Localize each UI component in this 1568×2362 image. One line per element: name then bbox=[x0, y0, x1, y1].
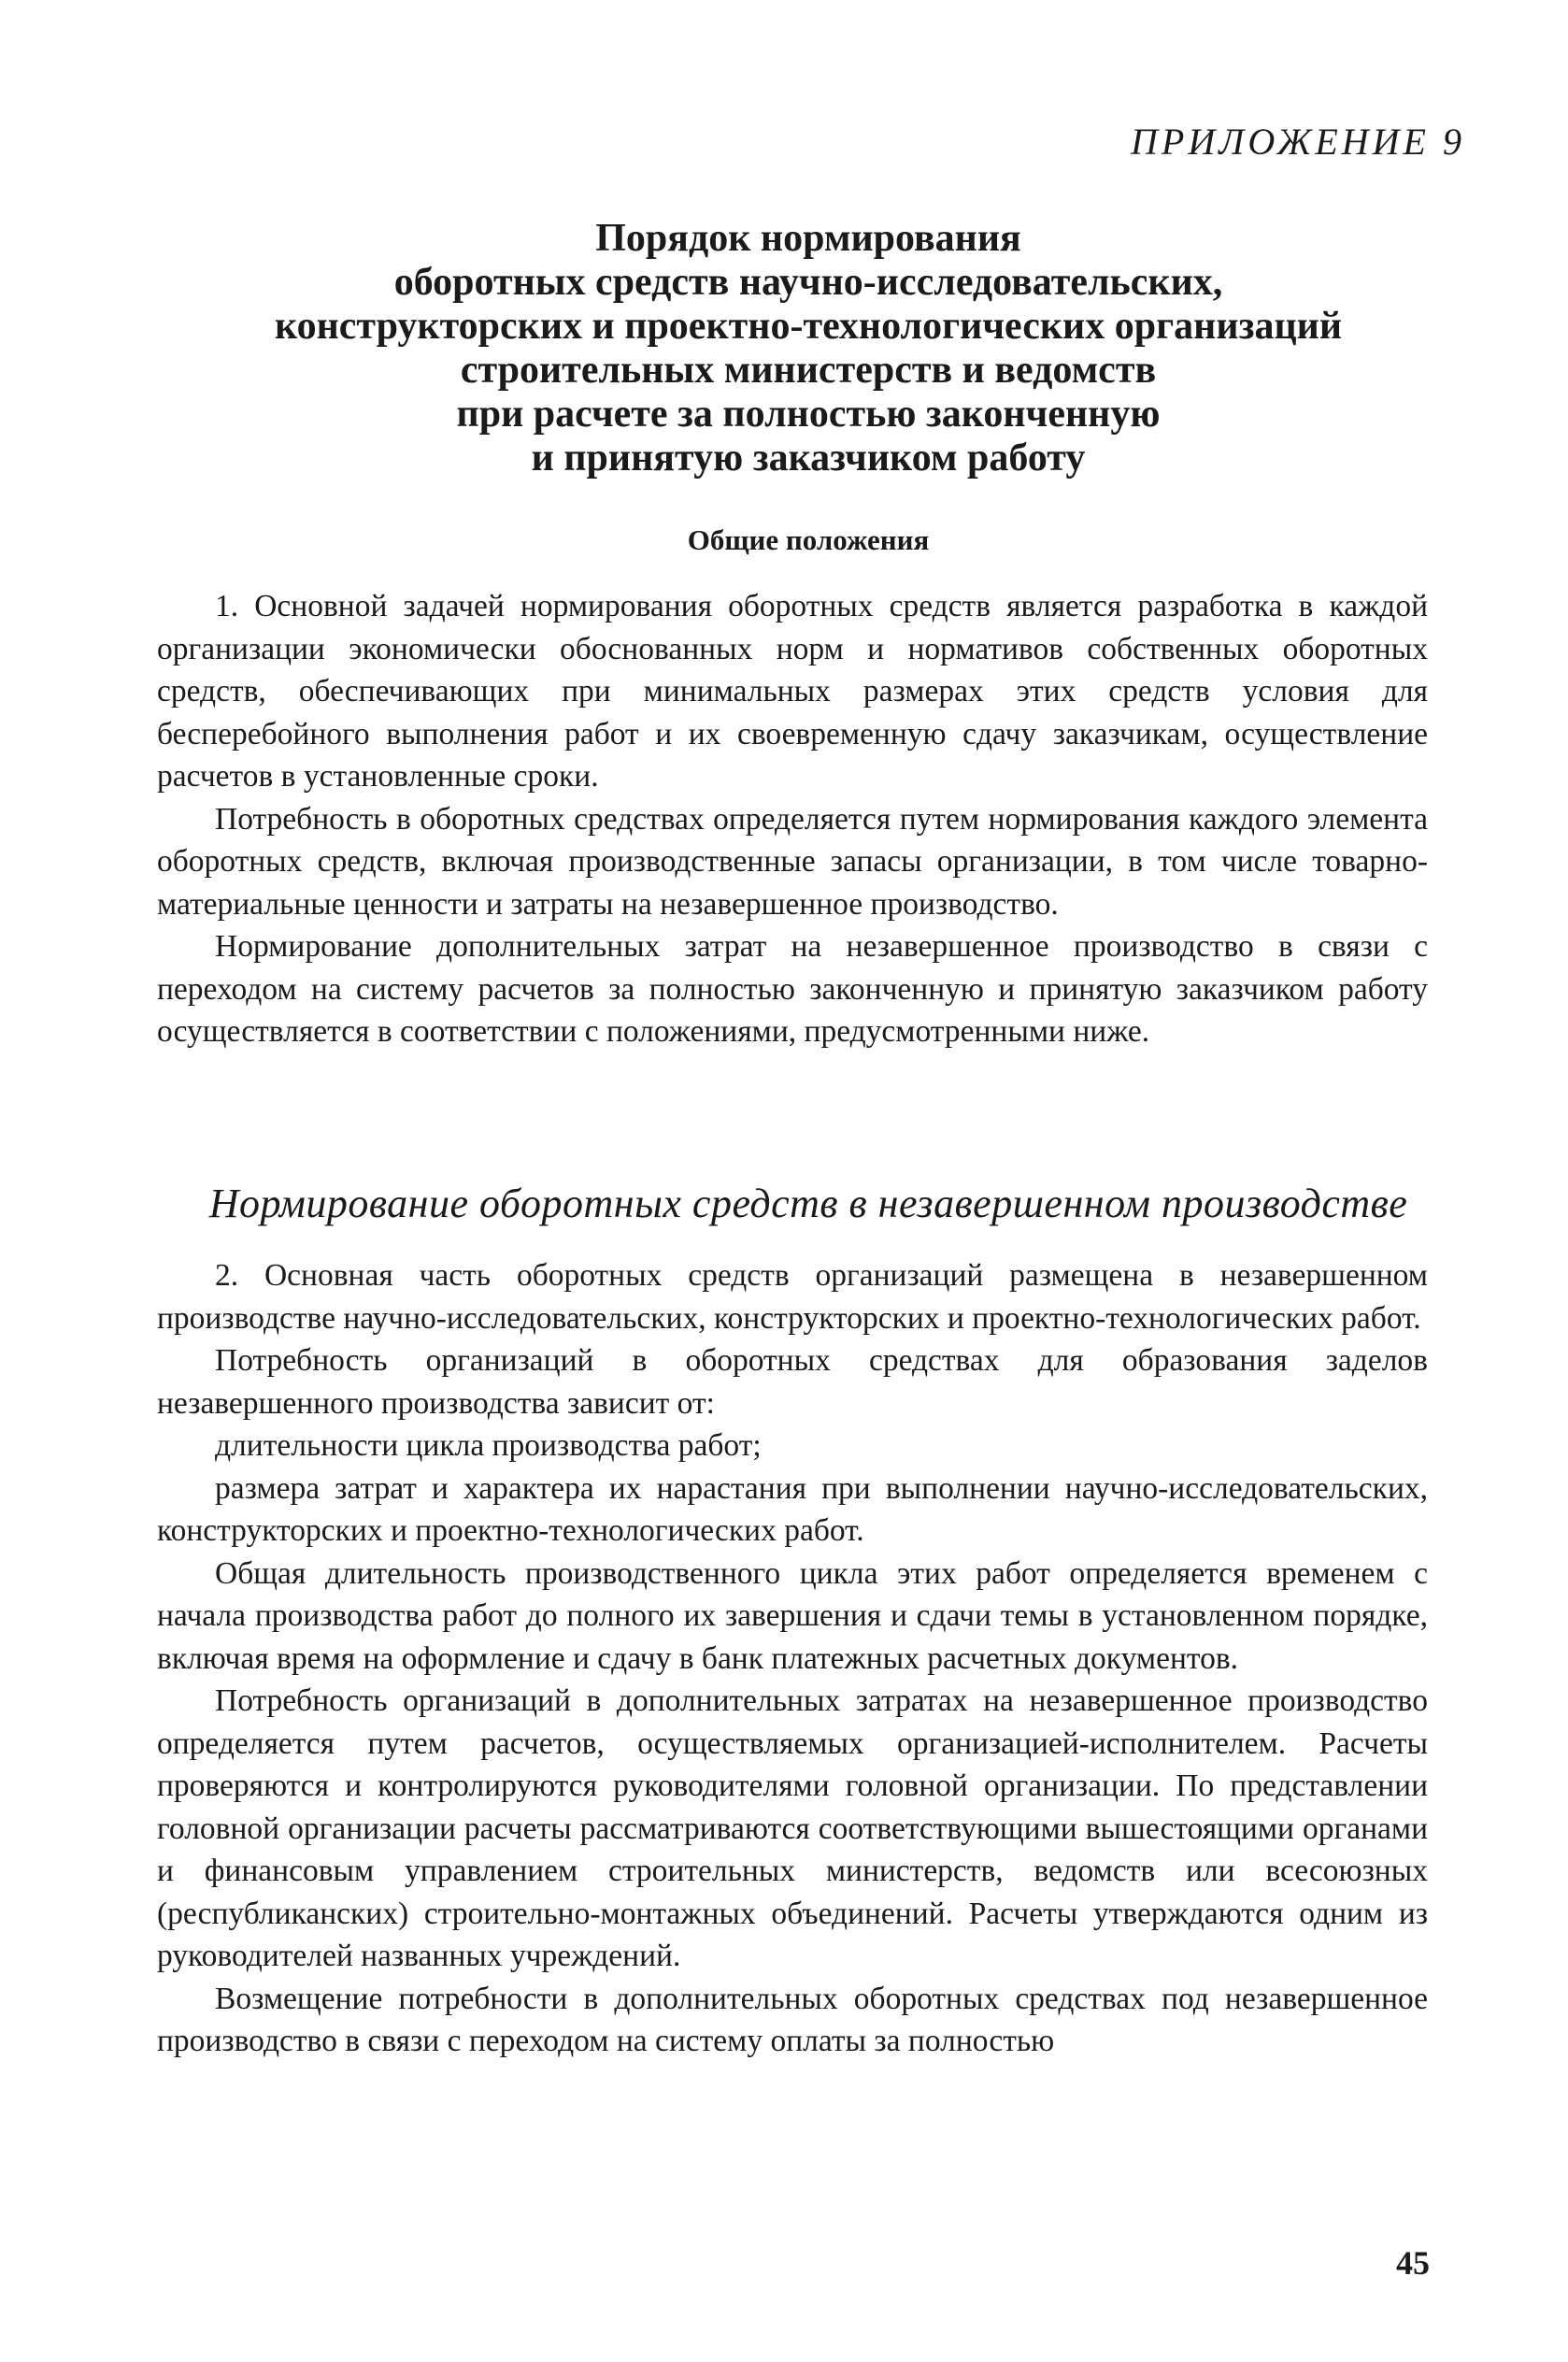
page-number: 45 bbox=[1396, 2244, 1430, 2282]
title-line: оборотных средств научно-исследовательских, bbox=[393, 261, 1223, 304]
paragraph: 2. Основная часть оборотных средств организаций размещена в незавершенном производстве научно-исследовательских, конструкторских и проектно-технологических работ. bbox=[157, 1258, 1428, 1336]
appendix-label: ПРИЛОЖЕНИЕ 9 bbox=[1131, 121, 1465, 163]
paragraph: Нормирование дополнительных затрат на незавершенное производство в связи с переходом на систему расчетов за полностью законченную и принятую заказчиком работу осуществляется в соответствии с положениями, предусмотренными ниже. bbox=[157, 929, 1428, 1049]
title-line: строительных министерств и ведомств bbox=[460, 349, 1157, 392]
list-item: размера затрат и характера их нарастания при выполнении научно-исследовательских, конструкторских и проектно-технологических работ. bbox=[157, 1470, 1428, 1548]
title-line: и принятую заказчиком работу bbox=[531, 437, 1086, 480]
section-heading-work-in-progress: Нормирование оборотных средств в незавершенном производстве bbox=[208, 1181, 1408, 1226]
document-title bbox=[140, 217, 1476, 480]
section-general-body bbox=[157, 585, 1428, 1053]
list-item: длительности цикла производства работ; bbox=[215, 1428, 762, 1463]
paragraph: 1. Основной задачей нормирования оборотных средств является разработка в каждой организации экономически обоснованных норм и нормативов собственных оборотных средств, обеспечивающих при минимальных размерах этих средств условия для бесперебойного выполнения работ и их своевременную сдачу заказчикам, осуществление расчетов в установленные сроки. bbox=[157, 589, 1428, 794]
paragraph: Потребность в оборотных средствах определяется путем нормирования каждого элемента оборотных средств, включая производственные запасы организации, в том числе товарно-материальные ценности и затраты на незавершенное производство. bbox=[157, 801, 1428, 922]
paragraph: Возмещение потребности в дополнительных оборотных средствах под незавершенное производство в связи с переходом на систему оплаты за полностью bbox=[157, 1981, 1428, 2058]
paragraph: Общая длительность производственного цикла этих работ определяется временем с начала производства работ до полного их завершения и сдачи темы в установленном порядке, включая время на оформление и сдачу в банк платежных расчетных документов. bbox=[157, 1555, 1428, 1676]
title-line: Порядок нормирования bbox=[595, 217, 1021, 260]
section-work-in-progress-body bbox=[157, 1254, 1428, 2063]
paragraph: Потребность организаций в дополнительных затратах на незавершенное производство определяется путем расчетов, осуществляемых организацией-исполнителем. Расчеты проверяются и контролируются руководителями головной организации. По представлении головной организации расчеты рассматриваются соответствующими вышестоящими органами и финансовым управлением строительных министерств, ведомств или всесоюзных (республиканских) строительно-монтажных объединений. Расчеты утверждаются одним из руководителей названных учреждений. bbox=[157, 1683, 1428, 1973]
title-line: конструкторских и проектно-технологических организаций bbox=[274, 305, 1343, 348]
title-line: при расчете за полностью законченную bbox=[456, 393, 1161, 436]
section-heading-general: Общие положения bbox=[687, 523, 930, 556]
paragraph: Потребность организаций в оборотных средствах для образования заделов незавершенного производства зависит от: bbox=[157, 1343, 1428, 1421]
